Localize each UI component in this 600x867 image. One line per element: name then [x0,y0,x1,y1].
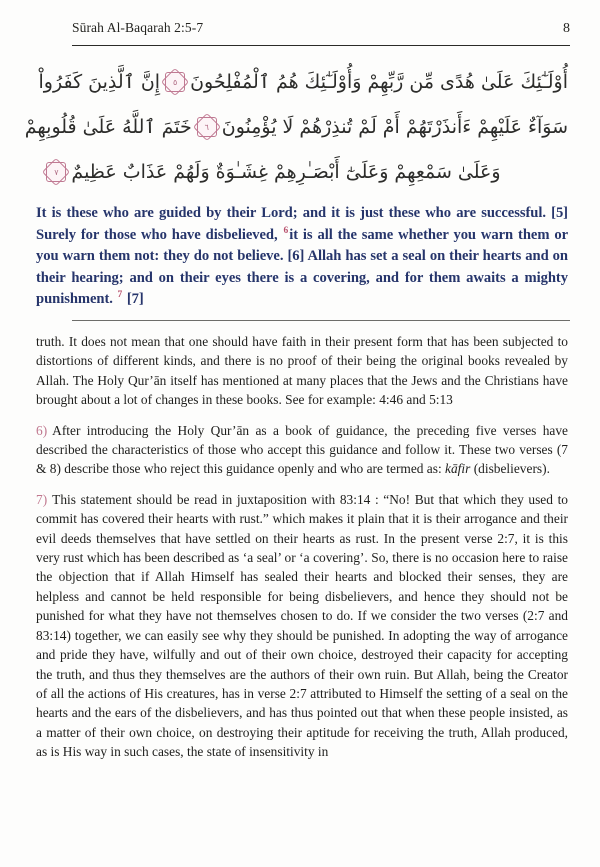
arabic-line-3 [34,150,568,195]
arabic-line-2 [24,105,568,150]
footnote-6-text-after: (disbelievers). [473,461,550,477]
header-rule [72,45,570,46]
ayah-number: ٥ [172,77,178,87]
ayah-marker-icon [197,117,217,137]
footnote-6-italic-term: kāfir [445,461,471,477]
translation-part-2: it is all the same whether you warn them or you warn them not: they do not believe. [6] Allah has set a seal on their hearts and on their hearing; and on their eyes there is a covering, and for them awaits a mighty punishment. [36,226,568,307]
footnote-7-marker: 7) [36,491,48,507]
arabic-text-verse-6-start: إِنَّ ٱلَّذِينَ كَفَرُواْ [38,71,161,93]
ayah-marker-icon [165,72,185,92]
page-bottom-margin [0,840,600,867]
ayah-number: ٦ [204,122,209,132]
translation-block [36,203,568,311]
section-divider [72,320,570,321]
footnote-6-text-before: After introducing the Holy Qur’ān as a book of guidance, the preceding five verses have described the characteristics of those who accept this guidance and follow it. These two verses (7 & 8) describe those who reject this guidance openly and who are termed as: [36,422,568,477]
footnote-6-marker: 6) [36,422,48,438]
ayah-marker-icon [46,162,66,182]
page-number: 8 [563,21,570,36]
quran-arabic-block [24,60,568,195]
arabic-text-verse-7-start: خَتَمَ ٱللَّهُ عَلَىٰ قُلُوبِهِمْ [24,116,192,138]
commentary-continued-text: truth. It does not mean that one should have faith in their present form that has been subjected to distortions of different kinds, and there is no proof of their being the original books revealed by Allah. The Holy Qur’ān itself has mentioned at many places that the Jews and the Christians have brought about a lot of changes in these books. See for example: 4:46 and 5:13 [36,334,568,408]
ayah-number: ٧ [54,167,59,177]
translation-part-3: [7] [126,291,144,307]
commentary-block [36,332,568,771]
arabic-text-verse-7: وَعَلَىٰ سَمْعِهِمْ وَعَلَىٰٓ أَبْصَـٰرِهِمْ غِشَـٰوَةٌ وَلَهُمْ عَذَابٌ عَظِيمٌ [71,161,501,183]
footnote-7-text: This statement should be read in juxtaposition with 83:14 : “No! But that which they used to commit has covered their hearts with rust.” which makes it plain that it is their arrogance and their evil deeds themselves that have settled on their hearts as rust. In the present verse 2:7, it is this very rust which has been described as ‘a seal’ or ‘a covering’. So, there is no occasion here to raise the objection that if Allah Himself has sealed their hearts and blocked their senses, they are helpless and cannot be held responsible for being disbelievers, and hence they should not be punished for what they have not themselves chosen to do. If we consider the two verses (2:7 and 83:14) together, we can easily see why they should be punished. In adopting the way of arrogance and pride they have, wilfully and out of their own choice, destroyed their capacity for accepting the truth, and thus they themselves are the authors of their own ruin. But Allah, being the Creator of all the actions of His creatures, has in verse 2:7 attributed to Himself the setting of a seal on the hearts and the ears of the disbelievers, and has thus pointed out that when these people insisted, as a matter of their own choice, on destroying their aptitude for receiving the truth, Allah produced, as is His way in such cases, the state of insensitivity in [36,491,568,760]
arabic-text-verse-5: أُوْلَـٰٓئِكَ عَلَىٰ هُدًى مِّن رَّبِّهِمْ وَأُوْلَـٰٓئِكَ هُمُ ٱلْمُفْلِحُونَ [190,71,568,93]
footnote-7-paragraph [36,490,568,762]
arabic-line-1 [34,60,568,105]
commentary-continued-paragraph [36,332,568,410]
running-head [72,20,570,42]
footnote-6-paragraph [36,421,568,479]
arabic-text-verse-6: سَوَآءٌ عَلَيْهِمْ ءَأَنذَرْتَهُمْ أَمْ لَمْ تُنذِرْهُمْ لَا يُؤْمِنُونَ [221,116,568,138]
footnote-reference-6: 6 [283,225,289,236]
footnote-reference-7: 7 [117,290,123,301]
page-title: Sūrah Al-Baqarah 2:5-7 [72,20,204,35]
translation-part-1: It is these who are guided by their Lord; and it is just these who are successful. [5] Surely for those who have disbelieved, [36,205,568,243]
